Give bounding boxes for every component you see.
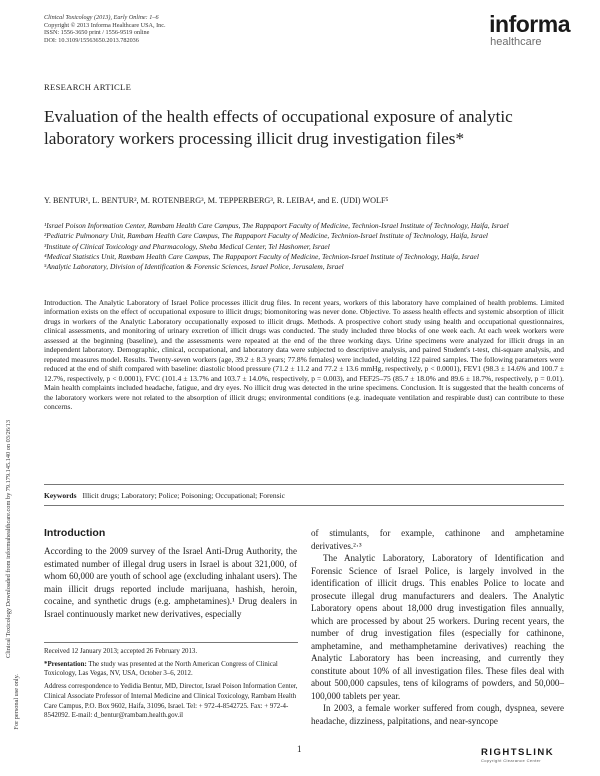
logo-brand: informa xyxy=(489,11,570,37)
logo-sub: healthcare xyxy=(490,36,542,48)
journal-meta xyxy=(44,14,166,44)
affiliations xyxy=(44,221,584,272)
body-column-right xyxy=(311,527,564,727)
body-paragraph: In 2003, a female worker suffered from cough, dyspnea, severe headache, dizziness, palpitations, and near-syncope xyxy=(311,703,564,726)
divider xyxy=(44,505,564,506)
download-watermark xyxy=(2,240,24,730)
affiliation: ⁴Medical Statistics Unit, Rambam Health Care Campus, The Rappaport Faculty of Medicine, Technion-Israel Institute of Technology, Haifa, Israel xyxy=(44,251,479,261)
publisher-logo xyxy=(489,12,570,48)
article-type: RESEARCH ARTICLE xyxy=(44,82,132,92)
issn-line: ISSN: 1556-3650 print / 1556-9519 online xyxy=(44,29,150,37)
page-number: 1 xyxy=(297,744,302,754)
rightslink-brand: RIGHTSLINK xyxy=(481,747,555,758)
affiliation: ³Institute of Clinical Toxicology and Pharmacology, Sheba Medical Center, Tel Hashomer, Israel xyxy=(44,241,330,251)
presentation-label: *Presentation: xyxy=(44,660,87,668)
article-title: Evaluation of the health effects of occupational exposure of analytic laboratory workers processing illicit drug investigation files* xyxy=(44,107,513,148)
presentation-note xyxy=(44,660,298,679)
rightslink-badge[interactable] xyxy=(481,747,554,763)
affiliation: ⁵Analytic Laboratory, Division of Identification & Forensic Sciences, Israel Police, Jerusalem, Israel xyxy=(44,262,344,272)
watermark-line-2: For personal use only. xyxy=(13,674,20,730)
body-paragraph: According to the 2009 survey of the Israel Anti-Drug Authority, the estimated number of illegal drug users in Israel is about 321,000, of whom 60,000 are youth of school age (excluding inhalant users). The main illicit drugs reported include marijuana, hashish, heroin, cocaine, and synthetic drugs (e.g. amphetamines).¹ Drug dealers in Israel continuously market new derivatives, especially xyxy=(44,546,297,619)
footnotes xyxy=(44,647,298,724)
watermark-line-1: Clinical Toxicology Downloaded from informahealthcare.com by 79.179.145.140 on 03/26/13 xyxy=(5,420,12,658)
keywords-list: Illicit drugs; Laboratory; Police; Poisoning; Occupational; Forensic xyxy=(82,491,285,500)
keywords-line xyxy=(44,491,564,500)
section-heading-introduction: Introduction xyxy=(44,527,106,539)
body-paragraph: of stimulants, for example, cathinone and amphetamine derivatives.²·³ xyxy=(311,528,564,551)
body-paragraph: The Analytic Laboratory, Laboratory of Identification and Forensic Science of Israel Police, is largely involved in the identification of illicit drugs. This enables Police to locate and prosecute illegal drug manufacturers and dealers. The Analytic Laboratory opens about 18,000 drug investigation files annually, which are processed by about 25 workers. During recent years, the number of drug investigation files (especially for cathinone, amphetamine, and methamphetamine derivatives) reaching the Analytic Laboratory has been increasing, and currently they constitute about 10% of all investigation files. These files deal with about 500,000 capsules, tens of kilograms of powders, and 50,000–100,000 tablets per year. xyxy=(311,553,564,701)
received-note: Received 12 January 2013; accepted 26 February 2013. xyxy=(44,648,198,655)
divider xyxy=(44,484,564,485)
abstract: Introduction. The Analytic Laboratory of Israel Police processes illicit drug files. In recent years, workers of this laboratory have complained of health problems. Limited information exists on the effect of occupational exposure to illicit drugs; biomonitoring was never done. Objective. To assess health effects and systemic absorption of illicit drugs in workers of the Analytic Laboratory occupationally exposed to illicit drugs. Methods. A prospective cohort study using health and occupational questionnaires, clinical assessments, and monitoring of urinary excretion of illicit drugs was conducted. The study included three blocks of one week each. At each week workers were assessed at the beginning (baseline), and the assessments were repeated at the end of the three working days. Urine specimens were analyzed for illicit drugs in an independent laboratory. Demographic, clinical, occupational, and laboratory data were subjected to descriptive analysis, and paired Student's t-test, chi-square analysis, and repeated measures model. Results. Twenty-seven workers (age, 39.2 ± 8.3 years; 77.8% females) were included, yielding 122 paired samples. The following parameters were reduced at the end of shift compared with baseline: diastolic blood pressure (71.2 ± 11.2 and 77.2 ± 13.6 mmHg, respectively, p < 0.0001), FEV1 (98.3 ± 14.6% and 100.7 ± 12.7%, respectively, p < 0.0001), FVC (101.4 ± 13.7% and 103.7 ± 14.0%, respectively, p = 0.003), and FEF25–75 (85.7 ± 18.0% and 89.6 ± 18.7%, respectively, p = 0.01). Main health complaints included headache, fatigue, and dry eyes. No illicit drug was detected in the urine specimens. Conclusion. It is suggested that the health concerns of the laboratory workers were not related to the absorption of illicit drugs; environmental conditions (e.g. inadequate ventilation and respirable dust) can contribute to these concerns. xyxy=(44,298,564,411)
rightslink-tagline: Copyright Clearance Center xyxy=(481,758,541,763)
presentation-text: The study was presented at the North American Congress of Clinical Toxicology, Las Vegas, NV, USA, October 3–6, 2012. xyxy=(44,660,278,678)
doi-line: DOI: 10.3109/15563650.2013.782036 xyxy=(44,36,139,44)
copyright-line: Copyright © 2013 Informa Healthcare USA, Inc. xyxy=(44,21,166,29)
journal-line: Clinical Toxicology (2013), Early Online: 1–6 xyxy=(44,14,159,21)
affiliation: ²Pediatric Pulmonary Unit, Rambam Health Care Campus, The Rappaport Faculty of Medicine, Technion-Israel Institute of Technology, Haifa, Israel xyxy=(44,231,488,241)
affiliation: ¹Israel Poison Information Center, Rambam Health Care Campus, The Rappaport Faculty of Medicine, Technion-Israel Institute of Technology, Haifa, Israel xyxy=(44,221,509,230)
body-column-left xyxy=(44,545,297,620)
correspondence-note: Address correspondence to Yedidia Bentur, MD, Director, Israel Poison Information Center, Clinical Associate Professor of Internal Medicine and Clinical Toxicology, Rambam Health Care Campus, P.O. Box 9602, Haifa, 31096, Israel. Tel: + 972-4-8542725. Fax: + 972-4-8542092. E-mail: d_bentur@rambam.health.gov.il xyxy=(44,683,298,720)
footnote-divider xyxy=(44,642,298,643)
author-list: Y. BENTUR¹, L. BENTUR², M. ROTENBERG³, M. TEPPERBERG³, R. LEIBA⁴, and E. (UDI) WOLF⁵ xyxy=(44,196,389,205)
keywords-label: Keywords xyxy=(44,491,77,500)
